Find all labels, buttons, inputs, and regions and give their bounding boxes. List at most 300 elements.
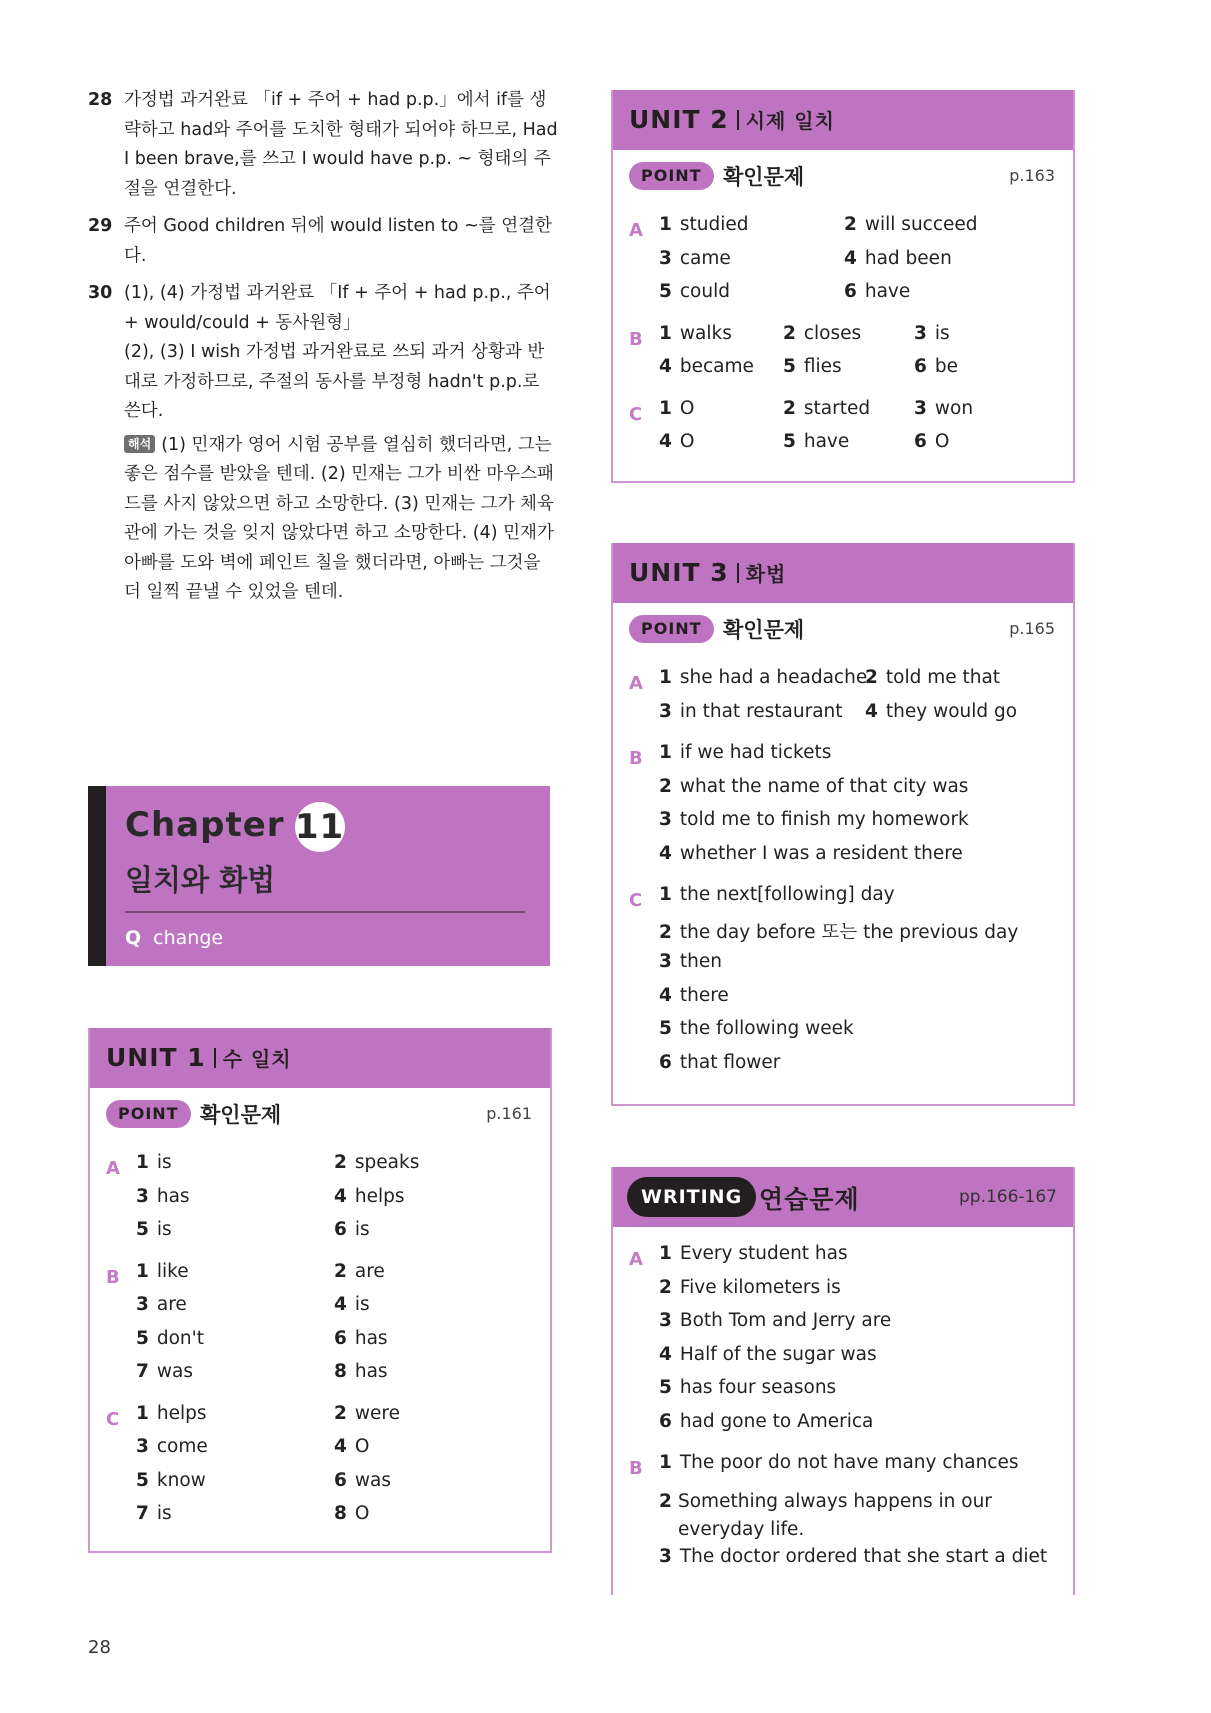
item-number: 3 bbox=[136, 1294, 149, 1315]
item-number: 3 bbox=[914, 322, 927, 344]
item-number: 5 bbox=[659, 1018, 672, 1039]
item-text: 확인문제 bbox=[723, 618, 805, 642]
item-number: 1 bbox=[136, 1152, 149, 1173]
answer-row bbox=[613, 1452, 1073, 1486]
item-text: UNIT 1 bbox=[106, 1043, 206, 1072]
answer-row bbox=[613, 951, 1073, 985]
item-text: helps bbox=[354, 1185, 405, 1207]
item-text: B bbox=[106, 1266, 120, 1288]
item-text: Both Tom and Jerry are bbox=[679, 1310, 892, 1331]
item-text: O bbox=[354, 1436, 370, 1457]
answer-row bbox=[613, 214, 1073, 248]
answer-row bbox=[613, 701, 1073, 735]
answer-item bbox=[659, 214, 749, 235]
item-number: 2 bbox=[844, 214, 857, 235]
item-text: A bbox=[629, 220, 643, 241]
item-text: had gone to America bbox=[679, 1410, 874, 1432]
item-number: 3 bbox=[914, 397, 927, 419]
item-number: 2 bbox=[865, 667, 878, 688]
answer-row bbox=[90, 1361, 550, 1395]
answer-item bbox=[334, 1219, 370, 1240]
answer-row bbox=[613, 1486, 1073, 1546]
answer-row bbox=[613, 809, 1073, 843]
item-text: B bbox=[629, 748, 643, 769]
item-text: started bbox=[803, 397, 871, 419]
chapter-title bbox=[125, 802, 345, 852]
item-number: 2 bbox=[659, 775, 672, 797]
answer-row bbox=[90, 1152, 550, 1186]
chapter-question bbox=[125, 927, 223, 949]
item-number: 4 bbox=[334, 1294, 347, 1315]
item-number: 2 bbox=[334, 1152, 347, 1173]
answer-item bbox=[659, 884, 895, 905]
item-text: know bbox=[156, 1469, 206, 1491]
point-pill: POINT bbox=[106, 1100, 191, 1128]
item-text: helps bbox=[156, 1402, 207, 1424]
answer-item bbox=[659, 701, 843, 722]
answer-row bbox=[613, 985, 1073, 1019]
answer-row bbox=[613, 431, 1073, 465]
item-text: is bbox=[354, 1294, 370, 1315]
unit1-point bbox=[90, 1088, 550, 1144]
item-text: 수 일치 bbox=[222, 1047, 292, 1071]
answer-row bbox=[90, 1436, 550, 1470]
item-text: O bbox=[679, 397, 695, 419]
item-text: has four seasons bbox=[679, 1377, 837, 1398]
item-text: became bbox=[679, 356, 754, 377]
item-number: 5 bbox=[783, 431, 796, 452]
item-number: 5 bbox=[136, 1469, 149, 1491]
item-text: could bbox=[679, 281, 730, 302]
answer-item bbox=[334, 1470, 391, 1491]
answer-item bbox=[136, 1294, 187, 1315]
item-text: was bbox=[354, 1469, 391, 1491]
answer-item bbox=[659, 281, 730, 302]
chapter-box bbox=[88, 786, 550, 966]
answer-item bbox=[334, 1186, 405, 1207]
answer-row bbox=[90, 1503, 550, 1537]
item-text: p.161 bbox=[486, 1104, 532, 1123]
item-text: is bbox=[156, 1152, 172, 1173]
item-text: B bbox=[629, 328, 643, 350]
item-number: 2 bbox=[659, 1276, 672, 1298]
answer-item bbox=[334, 1261, 385, 1282]
explanations bbox=[88, 86, 558, 616]
answer-row bbox=[613, 323, 1073, 357]
unit2-section-c bbox=[613, 398, 1073, 465]
answer-item bbox=[659, 1377, 836, 1398]
answer-row bbox=[90, 1328, 550, 1362]
answer-item bbox=[844, 214, 978, 235]
answer-row bbox=[613, 1018, 1073, 1052]
answer-row bbox=[613, 1546, 1073, 1580]
item-number: 1 bbox=[659, 397, 672, 419]
unit1-header bbox=[90, 1028, 550, 1088]
item-text: don't bbox=[156, 1327, 205, 1349]
item-text: were bbox=[354, 1402, 400, 1424]
item-number: 4 bbox=[659, 431, 672, 452]
item-text: flies bbox=[803, 356, 842, 377]
item-number: 2 bbox=[783, 322, 796, 344]
item-text: whether I was a resident there bbox=[679, 842, 963, 864]
item-text: C bbox=[106, 1408, 120, 1430]
item-number: 1 bbox=[659, 322, 672, 344]
item-number: 3 bbox=[659, 1545, 672, 1567]
item-number: 1 bbox=[659, 742, 672, 763]
answer-item bbox=[659, 248, 731, 269]
item-text: told me to finish my homework bbox=[679, 809, 969, 830]
item-text: the day before 또는 the previous day bbox=[679, 921, 1019, 943]
answer-item bbox=[659, 951, 722, 972]
answer-item bbox=[783, 356, 842, 377]
item-text: had been bbox=[864, 247, 952, 269]
item-text: 연습문제 bbox=[759, 1185, 860, 1214]
item-number: 4 bbox=[865, 700, 878, 722]
item-number: 4 bbox=[659, 984, 672, 1006]
answer-item bbox=[334, 1294, 370, 1315]
item-number: 6 bbox=[914, 431, 927, 452]
item-text: UNIT 2 bbox=[629, 105, 729, 134]
item-number: 5 bbox=[659, 1377, 672, 1398]
item-number: 3 bbox=[659, 951, 672, 972]
unit2-section-b bbox=[613, 323, 1073, 390]
item-number: 6 bbox=[334, 1469, 347, 1491]
answer-row bbox=[613, 918, 1073, 952]
item-number: 1 bbox=[659, 1452, 672, 1473]
item-number: 8 bbox=[334, 1361, 347, 1382]
chapter-bar bbox=[88, 786, 106, 966]
item-text: 주어 Good children 뒤에 would listen to ~를 연결한다. bbox=[124, 216, 552, 266]
answer-item bbox=[334, 1403, 400, 1424]
item-number: 5 bbox=[783, 356, 796, 377]
unit1-section-b bbox=[90, 1261, 550, 1395]
item-number: 1 bbox=[659, 667, 672, 688]
answer-item bbox=[334, 1361, 388, 1382]
item-number: 1 bbox=[136, 1260, 149, 1282]
unit3-section-a bbox=[613, 667, 1073, 734]
answer-item bbox=[136, 1470, 206, 1491]
item-text: have bbox=[803, 431, 850, 452]
answer-row bbox=[613, 1277, 1073, 1311]
item-text: O bbox=[679, 431, 695, 452]
item-text: the following week bbox=[679, 1018, 854, 1039]
answer-item bbox=[659, 918, 1018, 944]
item-number: 2 bbox=[783, 397, 796, 419]
answer-item bbox=[659, 776, 968, 797]
item-text: has bbox=[354, 1361, 388, 1382]
explanation-29 bbox=[88, 212, 558, 271]
item-number: 6 bbox=[659, 1051, 672, 1073]
item-text: are bbox=[156, 1294, 187, 1315]
item-text: 확인문제 bbox=[200, 1103, 282, 1127]
answer-item bbox=[914, 398, 973, 419]
explanation-28 bbox=[88, 86, 558, 204]
answer-row bbox=[613, 1243, 1073, 1277]
answer-row bbox=[613, 884, 1073, 918]
answer-row bbox=[90, 1294, 550, 1328]
answer-item bbox=[659, 985, 729, 1006]
item-text: has bbox=[156, 1185, 190, 1207]
item-number: 3 bbox=[659, 1310, 672, 1331]
answer-item bbox=[136, 1152, 172, 1173]
item-text: the next[following] day bbox=[679, 884, 895, 905]
item-text: in that restaurant bbox=[679, 700, 843, 722]
answer-item bbox=[659, 1243, 848, 1264]
item-text: be bbox=[934, 356, 958, 377]
item-text: (1), (4) 가정법 과거완료 「If + 주어 + had p.p., 주어 + would/could + 동사원형」 bbox=[124, 283, 551, 333]
item-text: A bbox=[629, 1249, 643, 1270]
answer-item bbox=[136, 1219, 172, 1240]
item-text: Something always happens in our everyday life. bbox=[678, 1490, 992, 1540]
item-text: told me that bbox=[885, 667, 1001, 688]
answer-item bbox=[659, 1344, 877, 1365]
answer-item bbox=[136, 1328, 204, 1349]
answer-row bbox=[613, 1310, 1073, 1344]
answer-item bbox=[136, 1261, 189, 1282]
answer-item bbox=[334, 1152, 419, 1173]
item-number: 4 bbox=[659, 842, 672, 864]
answer-item bbox=[659, 1310, 891, 1331]
item-number: 2 bbox=[334, 1402, 347, 1424]
item-text: Five kilometers is bbox=[679, 1276, 841, 1298]
item-number: 1 bbox=[136, 1402, 149, 1424]
item-number: 5 bbox=[659, 281, 672, 302]
answer-item bbox=[865, 667, 1000, 688]
item-text: UNIT 3 bbox=[629, 558, 729, 587]
item-text: won bbox=[934, 397, 974, 419]
item-text: 29 bbox=[88, 216, 113, 236]
answer-item bbox=[659, 843, 963, 864]
answer-row bbox=[613, 248, 1073, 282]
item-number: 4 bbox=[659, 1343, 672, 1365]
item-number: 5 bbox=[136, 1327, 149, 1349]
item-text: that flower bbox=[679, 1051, 781, 1073]
answer-row bbox=[613, 776, 1073, 810]
item-number: 3 bbox=[136, 1436, 149, 1457]
item-number: 7 bbox=[136, 1503, 149, 1524]
answer-row bbox=[90, 1186, 550, 1220]
item-text: O bbox=[934, 431, 950, 452]
answer-row bbox=[613, 1377, 1073, 1411]
item-text: (2), (3) I wish 가정법 과거완료로 쓰되 과거 상황과 반대로 가정하므로, 주절의 동사를 부정형 hadn't p.p.로 쓴다. bbox=[124, 342, 545, 421]
item-text: The poor do not have many chances bbox=[679, 1452, 1019, 1473]
explanation-30 bbox=[88, 279, 558, 608]
answer-row bbox=[613, 1344, 1073, 1378]
item-text: p.165 bbox=[1009, 619, 1055, 638]
item-text: they would go bbox=[885, 700, 1018, 722]
item-text: was bbox=[156, 1361, 193, 1382]
item-number: 6 bbox=[334, 1219, 347, 1240]
answer-row bbox=[90, 1219, 550, 1253]
item-number: 6 bbox=[914, 356, 927, 377]
item-text: walks bbox=[679, 322, 732, 344]
answer-row bbox=[90, 1261, 550, 1295]
answer-item bbox=[914, 431, 949, 452]
item-text: C bbox=[629, 403, 643, 425]
answer-item bbox=[659, 1546, 1047, 1567]
item-text: studied bbox=[679, 214, 749, 235]
point-pill: POINT bbox=[629, 162, 714, 190]
item-number: 4 bbox=[334, 1185, 347, 1207]
answer-item bbox=[783, 323, 861, 344]
item-number: 1 bbox=[659, 1243, 672, 1264]
item-text: B bbox=[629, 1458, 643, 1479]
item-text: Half of the sugar was bbox=[679, 1343, 877, 1365]
answer-item bbox=[136, 1186, 190, 1207]
item-text: are bbox=[354, 1260, 385, 1282]
item-text: change bbox=[153, 927, 224, 949]
item-number: 5 bbox=[136, 1219, 149, 1240]
unit1-section-a bbox=[90, 1152, 550, 1253]
writing-section-b bbox=[613, 1452, 1073, 1579]
unit1-box bbox=[88, 1028, 552, 1553]
item-text: she had a headache bbox=[679, 667, 868, 688]
unit2-section-a bbox=[613, 214, 1073, 315]
item-text: C bbox=[629, 890, 643, 911]
page-number: 28 bbox=[88, 1637, 111, 1658]
answer-item bbox=[659, 667, 867, 688]
answer-item bbox=[844, 248, 952, 269]
answer-item bbox=[783, 398, 870, 419]
answer-row bbox=[613, 356, 1073, 390]
item-text: Every student has bbox=[679, 1243, 848, 1264]
unit2-header bbox=[613, 90, 1073, 150]
item-number: 4 bbox=[844, 247, 857, 269]
unit1-section-c bbox=[90, 1403, 550, 1537]
item-text: is bbox=[354, 1219, 370, 1240]
item-number: 6 bbox=[659, 1410, 672, 1432]
unit3-point bbox=[613, 603, 1073, 659]
item-text: will succeed bbox=[864, 214, 978, 235]
chapter-divider bbox=[125, 911, 525, 913]
item-number: 1 bbox=[659, 214, 672, 235]
writing-box bbox=[611, 1167, 1075, 1595]
answer-row bbox=[90, 1403, 550, 1437]
answer-row bbox=[613, 667, 1073, 701]
item-number: 3 bbox=[136, 1185, 149, 1207]
item-text: there bbox=[679, 984, 729, 1006]
unit2-box bbox=[611, 90, 1075, 483]
answer-row bbox=[613, 843, 1073, 877]
item-text: 시제 일치 bbox=[745, 109, 835, 133]
item-text: The doctor ordered that she start a diet bbox=[679, 1545, 1048, 1567]
item-text: 30 bbox=[88, 283, 113, 303]
item-text: what the name of that city was bbox=[679, 775, 969, 797]
answer-item bbox=[659, 356, 754, 377]
answer-item bbox=[136, 1361, 193, 1382]
item-text: (1) 민재가 영어 시험 공부를 열심히 했더라면, 그는 좋은 점수를 받았을 텐데. (2) 민재는 그가 비싼 마우스패드를 사지 않았으면 하고 소망한다. (3) 민재는 그가 체육관에 가는 것을 잊지 않았다면 하고 소망한다. (4) 민재가 아빠를 도와 벽에 페인트 칠을 했더라면, 아빠는 그것을 더 일찍 끝낼 수 있었을 텐데. bbox=[124, 434, 554, 602]
answer-item bbox=[659, 809, 969, 830]
item-number: 3 bbox=[659, 809, 672, 830]
answer-item bbox=[659, 1452, 1019, 1473]
item-text: if we had tickets bbox=[679, 742, 832, 763]
item-text: came bbox=[679, 247, 731, 269]
unit3-header bbox=[613, 543, 1073, 603]
item-number: 4 bbox=[659, 356, 672, 377]
unit3-box bbox=[611, 543, 1075, 1106]
item-number: 3 bbox=[659, 247, 672, 269]
item-text: is bbox=[934, 322, 950, 344]
unit2-point bbox=[613, 150, 1073, 206]
item-text: A bbox=[629, 673, 643, 694]
answer-item bbox=[783, 431, 849, 452]
answer-item bbox=[914, 323, 950, 344]
item-text: closes bbox=[803, 322, 862, 344]
answer-row bbox=[90, 1470, 550, 1504]
answer-item bbox=[136, 1436, 208, 1457]
answer-item bbox=[659, 1488, 1039, 1544]
answer-row bbox=[613, 398, 1073, 432]
writing-header bbox=[613, 1167, 1073, 1227]
writing-pill: WRITING bbox=[627, 1177, 756, 1217]
translation bbox=[124, 431, 558, 608]
item-number: 6 bbox=[844, 281, 857, 302]
item-text: Chapter bbox=[125, 805, 285, 845]
item-number: 2 bbox=[334, 1260, 347, 1282]
answer-item bbox=[136, 1503, 172, 1524]
item-number: 8 bbox=[334, 1503, 347, 1524]
item-text: then bbox=[679, 951, 722, 972]
answer-item bbox=[659, 742, 831, 763]
item-text: p.163 bbox=[1009, 166, 1055, 185]
item-text: 28 bbox=[88, 90, 113, 110]
translation-badge: 해석 bbox=[124, 435, 155, 453]
item-text: 화법 bbox=[745, 562, 787, 586]
answer-row bbox=[613, 1052, 1073, 1086]
answer-item bbox=[659, 1277, 841, 1298]
item-number: 2 bbox=[659, 1490, 672, 1512]
point-pill: POINT bbox=[629, 615, 714, 643]
item-text: A bbox=[106, 1158, 120, 1179]
item-text: like bbox=[156, 1260, 189, 1282]
answer-item bbox=[659, 398, 694, 419]
answer-item bbox=[659, 1052, 780, 1073]
answer-row bbox=[613, 281, 1073, 315]
writing-section-a bbox=[613, 1243, 1073, 1444]
answer-item bbox=[136, 1403, 207, 1424]
unit3-section-c bbox=[613, 884, 1073, 1085]
item-number: Q bbox=[125, 927, 142, 949]
answer-item bbox=[914, 356, 958, 377]
answer-item bbox=[865, 701, 1017, 722]
item-number: 6 bbox=[334, 1327, 347, 1349]
item-number: 2 bbox=[659, 921, 672, 943]
answer-item bbox=[844, 281, 910, 302]
answer-item bbox=[334, 1328, 388, 1349]
answer-item bbox=[334, 1503, 369, 1524]
item-text: pp.166-167 bbox=[958, 1187, 1057, 1207]
item-number: 4 bbox=[334, 1436, 347, 1457]
chapter-number: 11 bbox=[295, 802, 345, 852]
answer-item bbox=[659, 1411, 873, 1432]
chapter-subtitle: 일치와 화법 bbox=[125, 863, 276, 897]
unit3-section-b bbox=[613, 742, 1073, 876]
answer-item bbox=[334, 1436, 369, 1457]
item-text: is bbox=[156, 1503, 172, 1524]
item-text: O bbox=[354, 1503, 370, 1524]
answer-item bbox=[659, 431, 694, 452]
item-text: have bbox=[864, 281, 911, 302]
item-number: 3 bbox=[659, 700, 672, 722]
item-text: is bbox=[156, 1219, 172, 1240]
item-number: 7 bbox=[136, 1361, 149, 1382]
answer-row bbox=[613, 742, 1073, 776]
answer-item bbox=[659, 1018, 854, 1039]
item-text: 가정법 과거완료 「if + 주어 + had p.p.」에서 if를 생략하고 had와 주어를 도치한 형태가 되어야 하므로, Had I been brave,를 쓰고 I would have p.p. ~ 형태의 주절을 연결한다. bbox=[124, 90, 558, 199]
item-text: has bbox=[354, 1327, 388, 1349]
answer-item bbox=[659, 323, 732, 344]
item-number: 1 bbox=[659, 884, 672, 905]
